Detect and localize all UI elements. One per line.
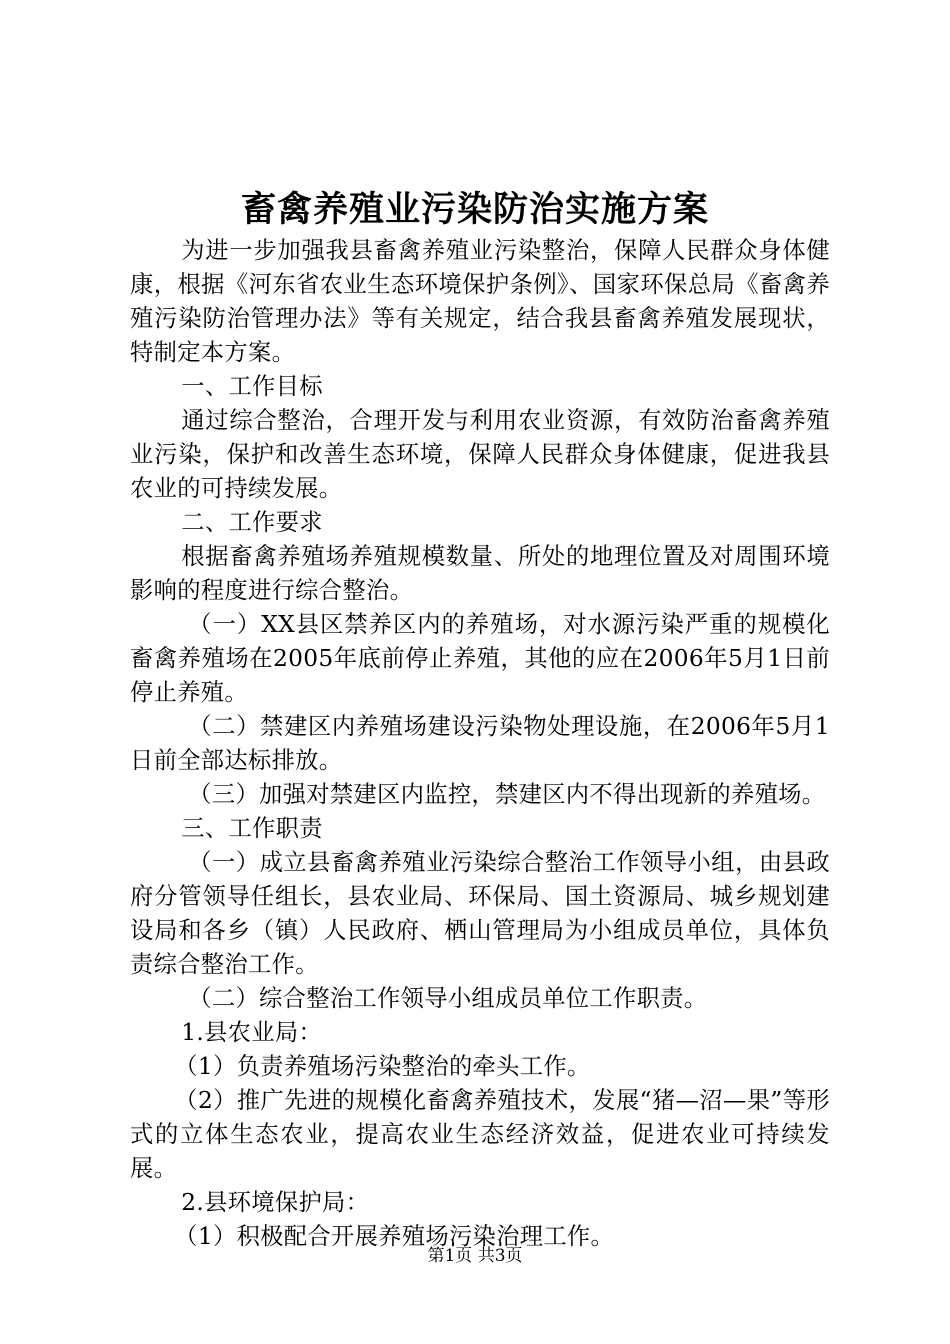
duties-item-2: （二）综合整治工作领导小组成员单位工作职责。 [188, 985, 708, 1012]
page-footer: 第1页 共3页 [427, 1246, 523, 1266]
environment-duty-1: （1）积极配合开展养殖场污染治理工作。 [174, 1223, 615, 1250]
document-title: 畜禽养殖业污染防治实施方案 [240, 189, 709, 230]
duties-item-1: （一）成立县畜禽养殖业污染综合整治工作领导小组，由县政府分管领导任组长，县农业局、环保局、国土资源局、城乡规划建设局和各乡（镇）人民政府、栖山管理局为小组成员单位，具体负责综合整治工作。 [130, 849, 830, 978]
requirement-item-1: （一）XX县区禁养区内的养殖场，对水源污染严重的规模化畜禽养殖场在2005年底前停止养殖，其他的应在2006年5月1日前停止养殖。 [130, 611, 830, 706]
section-heading-duties: 三、工作职责 [181, 815, 323, 842]
intro-paragraph: 为进一步加强我县畜禽养殖业污染整治，保障人民群众身体健康，根据《河东省农业生态环境保护条例》、国家环保总局《畜禽养殖污染防治管理办法》等有关规定，结合我县畜禽养殖发展现状，特制定本方案。 [130, 237, 830, 366]
subsection-agriculture-bureau: 1.县农业局： [181, 1019, 323, 1046]
requirements-paragraph: 根据畜禽养殖场养殖规模数量、所处的地理位置及对周围环境影响的程度进行综合整治。 [130, 543, 830, 604]
document-body [130, 234, 830, 1254]
subsection-environment-bureau: 2.县环境保护局： [181, 1189, 370, 1216]
section-heading-goals: 一、工作目标 [181, 373, 323, 400]
agriculture-duty-2: （2）推广先进的规模化畜禽养殖技术，发展“猪—沼—果”等形式的立体生态农业，提高农业生态经济效益，促进农业可持续发展。 [130, 1087, 830, 1182]
section-heading-requirements: 二、工作要求 [181, 509, 323, 536]
requirement-item-3: （三）加强对禁建区内监控，禁建区内不得出现新的养殖场。 [188, 781, 826, 808]
requirement-item-2: （二）禁建区内养殖场建设污染物处理设施，在2006年5月1日前全部达标排放。 [130, 713, 830, 774]
goals-paragraph: 通过综合整治，合理开发与利用农业资源，有效防治畜禽养殖业污染，保护和改善生态环境，保障人民群众身体健康，促进我县农业的可持续发展。 [130, 407, 830, 502]
agriculture-duty-1: （1）负责养殖场污染整治的牵头工作。 [174, 1053, 591, 1080]
